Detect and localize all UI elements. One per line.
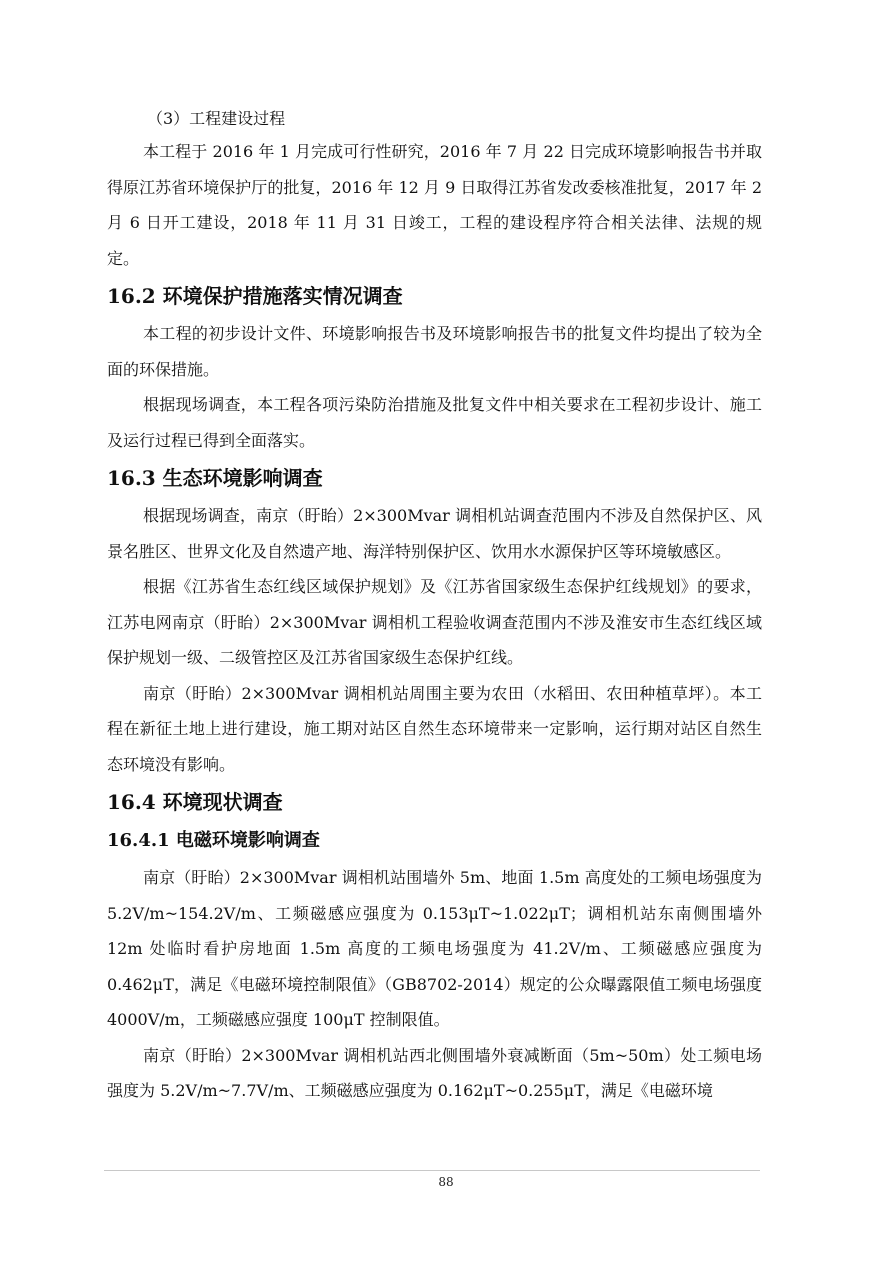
paragraph-design-documents: 本工程的初步设计文件、环境影响报告书及环境影响报告书的批复文件均提出了较为全面的环保措施。 bbox=[107, 324, 762, 379]
footer-divider bbox=[104, 1170, 760, 1171]
paragraph-construction-timeline: 本工程于 2016 年 1 月完成可行性研究，2016 年 7 月 22 日完成环境影响报告书并取得原江苏省环境保护厅的批复，2016 年 12 月 9 日取得江苏省发改委核准批复，2017 年 2 月 6 日开工建设，2018 年 11 月 31 日竣工，工程的建设程序符合相关法律、法规的规定。 bbox=[107, 142, 762, 268]
section-heading-16-2: 16.2 环境保护措施落实情况调查 bbox=[107, 284, 403, 308]
paragraph-ecological-redline: 根据《江苏省生态红线区域保护规划》及《江苏省国家级生态保护红线规划》的要求，江苏电网南京（盱眙）2×300Mvar 调相机工程验收调查范围内不涉及淮安市生态红线区域保护规划一级、二级管控区及江苏省国家级生态保护红线。 bbox=[107, 577, 762, 667]
paragraph-emf-attenuation: 南京（盱眙）2×300Mvar 调相机站西北侧围墙外衰减断面（5m~50m）处工频电场强度为 5.2V/m~7.7V/m、工频磁感应强度为 0.162μT~0.255μT，满足《电磁环境 bbox=[107, 1045, 762, 1100]
page-number: 88 bbox=[438, 1175, 454, 1189]
page-content bbox=[107, 104, 762, 1109]
paragraph-measures-implemented: 根据现场调查，本工程各项污染防治措施及批复文件中相关要求在工程初步设计、施工及运行过程已得到全面落实。 bbox=[107, 395, 762, 450]
section-heading-16-4-1: 16.4.1 电磁环境影响调查 bbox=[107, 830, 320, 851]
section-heading-16-3: 16.3 生态环境影响调查 bbox=[107, 466, 323, 490]
subsection-heading-construction-process: （3）工程建设过程 bbox=[147, 109, 286, 128]
paragraph-sensitive-areas: 根据现场调查，南京（盱眙）2×300Mvar 调相机站调查范围内不涉及自然保护区、风景名胜区、世界文化及自然遗产地、海洋特别保护区、饮用水水源保护区等环境敏感区。 bbox=[107, 506, 762, 561]
paragraph-emf-boundary: 南京（盱眙）2×300Mvar 调相机站围墙外 5m、地面 1.5m 高度处的工频电场强度为 5.2V/m~154.2V/m、工频磁感应强度为 0.153μT~1.022μT；调相机站东南侧围墙外 12m 处临时看护房地面 1.5m 高度的工频电场强度为 41.2V/m、工频磁感应强度为 0.462μT，满足《电磁环境控制限值》（GB8702-2014）规定的公众曝露限值工频电场强度 4000V/m，工频磁感应强度 100μT 控制限值。 bbox=[107, 868, 762, 1029]
section-heading-16-4: 16.4 环境现状调查 bbox=[107, 790, 283, 814]
paragraph-surroundings: 南京（盱眙）2×300Mvar 调相机站周围主要为农田（水稻田、农田种植草坪）。本工程在新征土地上进行建设，施工期对站区自然生态环境带来一定影响，运行期对站区自然生态环境没有影响。 bbox=[107, 683, 762, 774]
